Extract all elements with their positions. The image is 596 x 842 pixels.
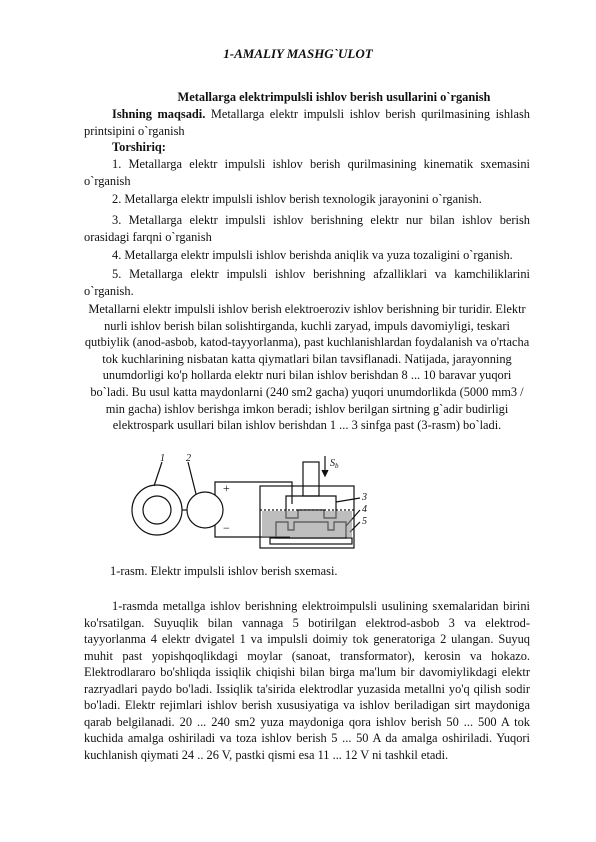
figure-caption: 1-rasm. Elektr impulsli ishlov berish sxemasi.: [110, 564, 338, 578]
label-4: 4: [362, 504, 367, 515]
label-1: 1: [160, 453, 165, 464]
label-sb: $S_b$: [330, 458, 339, 470]
task-heading: Torshiriq:: [112, 140, 166, 154]
minus-sign: −: [223, 521, 230, 535]
label-5: 5: [362, 516, 367, 527]
motor-outer-circle: [132, 485, 182, 535]
motor-inner-circle: [143, 496, 171, 524]
task-item-1: 1. Metallarga elektr impulsli ishlov berish qurilmasining kinematik sxemasini o`rganish: [84, 157, 530, 188]
document-subtitle: Metallarga elektrimpulsli ishlov berish usullarini o`rganish: [177, 90, 491, 104]
body-paragraph: 1-rasmda metallga ishlov berishning elektroimpulsli usulining sxemalaridan birini ko'rsatilgan. Suyuqlik bilan vannaga 5 botirilgan elektrod-asbob 3 va elektrod-tayyorlanma 4 elektr dvigatel 1 va impulsli doimiy tok generatoriga 2 ulangan. Suyuq muhit past yopishqoqlikdagi moylar (sanoat, transformator), kerosin va hokazo. Elektrodlararo bo'shliqda issiqlik chiqishi bilan birga ma'lum bir davomiylikdagi elektr razryadlari paydo bo'ladi. Issiqlik ta'sirida elektrodlar yuzasida metallni yo'q qilish sodir bo'ladi. Elektr rejimlari ishlov berish xususiyatiga va ishlov beriladigan sirt maydoniga qarab belgilanadi. 20 ... 240 sm2 yuza maydoniga qora ishlov berish 50 ... 500 A tok kuchida amalga oshiriladi va toza ishlov berish 5 ... 50 A da amalga oshiriladi. Yuqori kuchlanish qiymati 24 .. 26 V, pastki qismi esa 11 ... 12 V ni tashkil etadi.: [84, 599, 530, 762]
plus-sign: +: [223, 481, 230, 495]
label-3: 3: [362, 492, 367, 503]
goal-text: Metallarga elektr impulsli ishlov berish qurilmasining ishlash printsipini o`rganish: [84, 107, 530, 138]
intro-paragraph: Metallarni elektr impulsli ishlov berish elektroeroziv ishlov berishning bir turidir. Elektr nurli ishlov berish bilan solishtirganda, kuchli zaryad, impuls davomiyligi, teskari qutbiylik (anod-asbob, katod-tayyorlanma), past kuchlanishlardan foydalanish va o'rtacha tok kuchlarining nisbatan katta qiymatlari bilan tavsiflanadi. Natijada, jarayonning unumdorligi ko'p hollarda elektr nuri bilan ishlov berishdan 8 ... 10 baravar yuqori bo`ladi. Bu usul katta maydonlarni (240 sm2 gacha) yuqori unumdorlikda (5000 mm3 / min gacha) ishlov berishga imkon beradi; ishlov berilgan sirtning g`adir budirligi elektrospark usullari bilan ishlov berishdan 1 ... 3 sinfga past (3-rasm) bo`ladi.: [84, 302, 530, 433]
task-item-3: 3. Metallarga elektr impulsli ishlov berishning elektr nur bilan ishlov berish orasidagi farqni o`rganish: [84, 213, 530, 244]
page-title: 1-AMALIY MASHG`ULOT: [223, 46, 373, 61]
goal-paragraph: [84, 106, 530, 139]
tool-electrode-stem: [303, 462, 319, 496]
electro-impulse-scheme-figure: [110, 452, 380, 558]
label-2: 2: [186, 453, 191, 464]
base-plate: [270, 538, 352, 544]
task-item-2: 2. Metallarga elektr impulsli ishlov berish texnologik jarayonini o`rganish.: [112, 192, 482, 206]
goal-label: Ishning maqsadi.: [112, 107, 206, 121]
task-item-5: 5. Metallarga elektr impulsli ishlov berishning afzalliklari va kamchiliklarini o`rganish.: [84, 267, 530, 298]
task-item-4: 4. Metallarga elektr impulsli ishlov berishda aniqlik va yuza tozaligini o`rganish.: [112, 248, 513, 262]
generator-circle: [187, 492, 223, 528]
